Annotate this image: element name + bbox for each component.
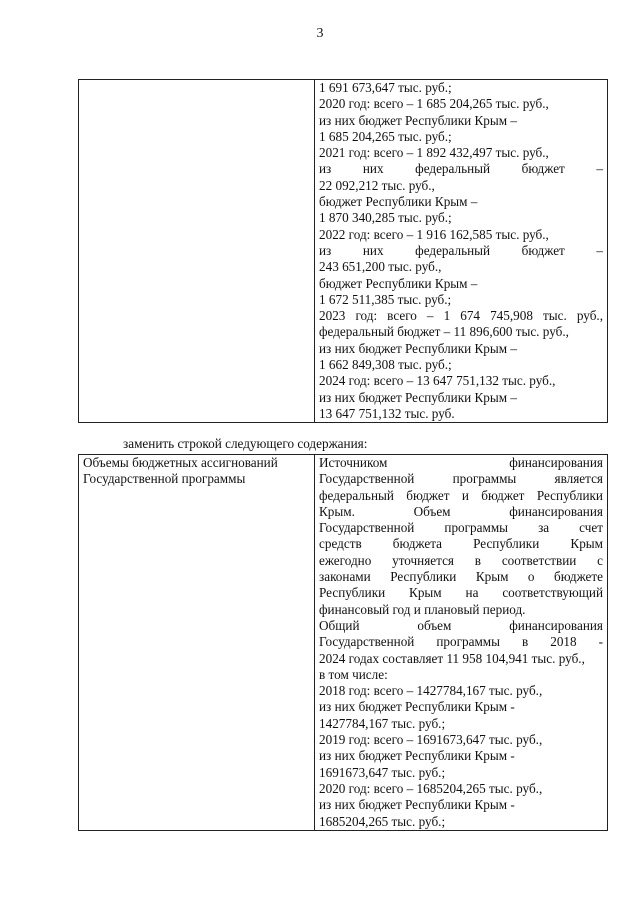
text-line: из них бюджет Республики Крым – [319, 340, 517, 356]
text-line: бюджет Республики Крым – [319, 275, 478, 291]
text-line: финансовый год и плановый период. [319, 601, 526, 617]
text-line: 1685204,265 тыс. руб.; [319, 813, 446, 829]
budget-table-old [78, 79, 608, 423]
text-line: 1 672 511,385 тыс. руб.; [319, 291, 452, 307]
text-line: из них федеральный бюджет – [319, 161, 603, 177]
text-line: 2018 год: всего – 1427784,167 тыс. руб., [319, 683, 543, 699]
text-line: из них федеральный бюджет – [319, 242, 603, 258]
text-line: 2021 год: всего – 1 892 432,497 тыс. руб., [319, 145, 549, 161]
text-line: 13 647 751,132 тыс. руб. [319, 405, 455, 421]
text-line: из них бюджет Республики Крым - [319, 699, 515, 715]
table-cell-label [79, 455, 315, 831]
text-line: бюджет Республики Крым – [319, 194, 478, 210]
text-line: ежегодно уточняется в соответствии с [319, 552, 603, 568]
text-line: федеральный бюджет – 11 896,600 тыс. руб., [319, 324, 569, 340]
text-line: Общий объем финансирования [319, 617, 603, 633]
text-line: Источником финансирования [319, 455, 603, 470]
text-line: 22 092,212 тыс. руб., [319, 177, 435, 193]
text-line: 1 691 673,647 тыс. руб.; [319, 80, 452, 95]
text-line: Государственной программы в 2018 - [319, 634, 603, 650]
table-row [79, 80, 608, 423]
text-line: 2020 год: всего – 1685204,265 тыс. руб., [319, 780, 543, 796]
text-line: 2019 год: всего – 1691673,647 тыс. руб., [319, 732, 543, 748]
text-line: средств бюджета Республики Крым [319, 536, 603, 552]
budget-table-new [78, 454, 608, 831]
text-line: 243 651,200 тыс. руб., [319, 259, 442, 275]
text-line: законами Республики Крым о бюджете [319, 569, 603, 585]
text-line: 2024 годах составляет 11 958 104,941 тыс. руб., [319, 650, 585, 666]
table-cell-label-empty [79, 80, 315, 423]
text-line: из них бюджет Республики Крым – [319, 112, 517, 128]
table-cell-budget-description [315, 455, 608, 831]
text-line: 2024 год: всего – 13 647 751,132 тыс. руб., [319, 373, 556, 389]
text-line: федеральный бюджет и бюджет Республики [319, 487, 603, 503]
budget-allocation-label: Объемы бюджетных ассигнований Государственной программы [83, 455, 278, 487]
text-line: 1 685 204,265 тыс. руб.; [319, 128, 452, 144]
text-line: Республики Крым на соответствующий [319, 585, 603, 601]
text-line: из них бюджет Республики Крым – [319, 389, 517, 405]
text-line: 1691673,647 тыс. руб.; [319, 764, 446, 780]
text-line: 2023 год: всего – 1 674 745,908 тыс. руб., [319, 308, 603, 324]
text-line: 2020 год: всего – 1 685 204,265 тыс. руб., [319, 96, 549, 112]
text-line: 1427784,167 тыс. руб.; [319, 715, 446, 731]
text-line: из них бюджет Республики Крым - [319, 748, 515, 764]
text-line: 1 662 849,308 тыс. руб.; [319, 357, 452, 373]
page-number: 3 [316, 26, 324, 41]
text-line: 1 870 340,285 тыс. руб.; [319, 210, 452, 226]
text-line: Государственной программы является [319, 471, 603, 487]
table-cell-budget-values [315, 80, 608, 423]
table-row [79, 455, 608, 831]
text-line: Государственной программы за счет [319, 520, 603, 536]
replacement-intro-text: заменить строкой следующего содержания: [123, 436, 368, 451]
text-line: 2022 год: всего – 1 916 162,585 тыс. руб., [319, 226, 549, 242]
text-line: Крым. Объем финансирования [319, 503, 603, 519]
text-line: в том числе: [319, 666, 388, 682]
text-line: из них бюджет Республики Крым - [319, 797, 515, 813]
